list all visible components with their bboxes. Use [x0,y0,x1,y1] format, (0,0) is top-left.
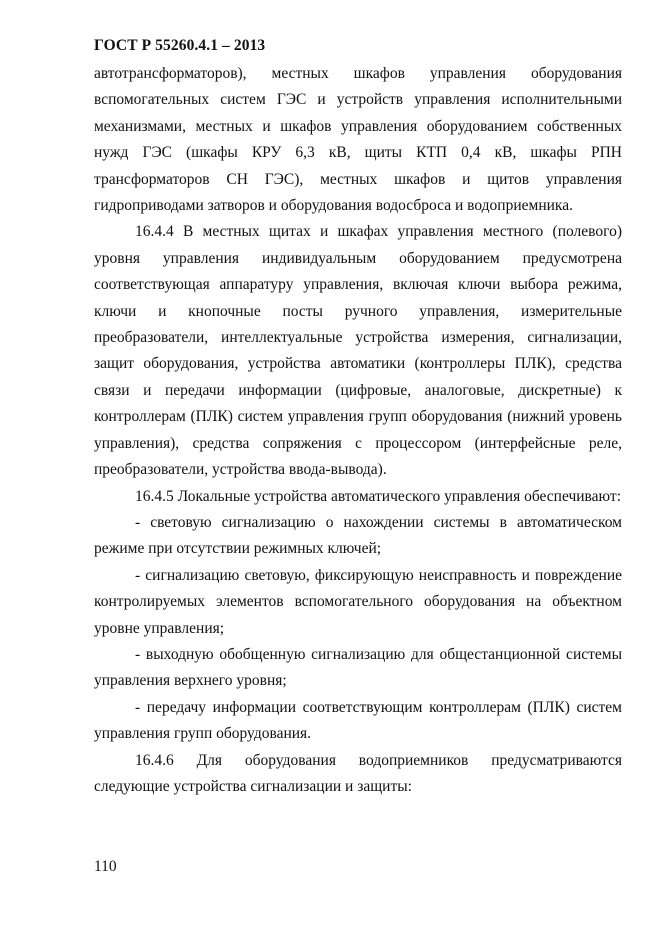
paragraph-continuation: автотрансформаторов), местных шкафов управления оборудования вспомогательных систем ГЭС и устройств управления исполнительными механизмами, местных и шкафов управления оборудованием собственных нужд ГЭС (шкафы КРУ 6,3 кВ, щиты КТП 0,4 кВ, шкафы РПН трансформаторов СН ГЭС), местных шкафов и щитов управления гидроприводами затворов и оборудования водосброса и водоприемника. [94,65,622,215]
paragraph-16-4-5: 16.4.5 Локальные устройства автоматического управления обеспечивают: [135,487,622,505]
document-body [94,61,622,800]
paragraph-16-4-6: 16.4.6 Для оборудования водоприемников предусматриваются следующие устройства сигнализации и защиты: [94,751,622,795]
paragraph-16-4-4: 16.4.4 В местных щитах и шкафах управления местного (полевого) уровня управления индивидуальным оборудованием предусмотрена соответствующая аппаратуру управления, включая ключи выбора режима, ключи и кнопочные посты ручного управления, измерительные преобразователи, интеллектуальные устройства измерения, сигнализации, защит оборудования, устройства автоматики (контроллеры ПЛК), средства связи и передачи информации (цифровые, аналоговые, дискретные) к контроллерам (ПЛК) систем управления групп оборудования (нижний уровень управления), средства сопряжения с процессором (интерфейсные реле, преобразователи, устройства ввода-вывода). [94,223,622,479]
document-header-title: ГОСТ Р 55260.4.1 – 2013 [94,37,266,54]
page-number: 110 [94,858,117,875]
list-item-light-signal: - световую сигнализацию о нахождении системы в автоматическом режиме при отсутствии режимных ключей; [94,513,622,558]
list-item-fault-signal: - сигнализацию световую, фиксирующую неисправность и повреждение контролируемых элементов вспомогательного оборудования на объектном уровне управления; [94,566,622,637]
list-item-data-transfer: - передачу информации соответствующим контроллерам (ПЛК) систем управления групп оборудования. [94,698,622,743]
list-item-general-signal: - выходную обобщенную сигнализацию для общестанционной системы управления верхнего уровня; [94,645,622,690]
